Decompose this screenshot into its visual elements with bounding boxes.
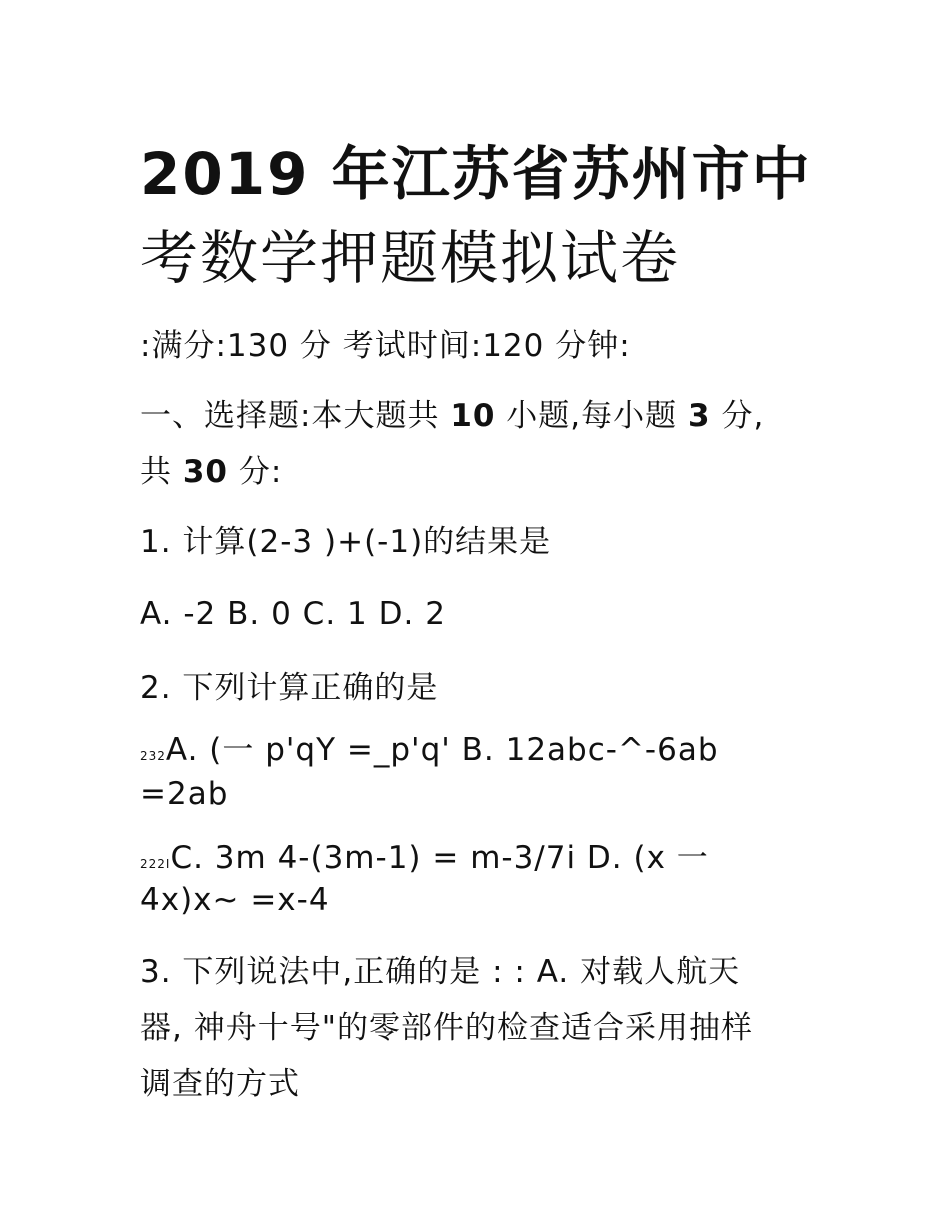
- question-3-line-3: 调查的方式: [140, 1066, 300, 1102]
- question-1-options: A. -2 B. 0 C. 1 D. 2: [140, 596, 446, 632]
- section-text: 小题,每小题: [495, 398, 689, 434]
- question-2-option-cd-line-2: 4x)x~ =x-4: [140, 882, 330, 918]
- section-text: 共: [140, 454, 183, 490]
- section-text: 分:: [228, 454, 283, 490]
- question-count: 10: [450, 398, 496, 434]
- page-title: [140, 132, 820, 300]
- section-text: 一、选择题:本大题共: [140, 398, 451, 434]
- question-2-option-ab-text: A. (一 p'qY =_p'q' B. 12abc-^-6ab: [165, 732, 719, 768]
- question-3-line-2: 器, 神舟十号"的零部件的检查适合采用抽样: [140, 1010, 753, 1046]
- question-3-line-1: 3. 下列说法中,正确的是 : : A. 对载人航天: [140, 954, 741, 990]
- exam-info: :满分:130 分 考试时间:120 分钟:: [140, 328, 631, 364]
- question-2-option-cd-text: C. 3m 4-(3m-1) = m-3/7i D. (x 一: [170, 840, 709, 876]
- title-line-1: 2019 年江苏省苏州市中: [140, 140, 812, 208]
- section-text: 分,: [710, 398, 765, 434]
- question-1-stem: 1. 计算(2-3 )+(-1)的结果是: [140, 524, 552, 560]
- question-2-superscript-prefix: 222I: [140, 857, 171, 871]
- title-line-2: 考数学押题模拟试卷: [140, 224, 681, 292]
- total-points: 30: [182, 454, 228, 490]
- question-2-superscript-prefix: 232: [140, 749, 166, 763]
- section-heading-line-1: [140, 388, 820, 444]
- section-heading-line-2: [140, 444, 820, 500]
- question-2-option-ab-line-2: =2ab: [140, 776, 229, 812]
- points-per-question: 3: [688, 398, 711, 434]
- question-2-stem: 2. 下列计算正确的是: [140, 670, 439, 706]
